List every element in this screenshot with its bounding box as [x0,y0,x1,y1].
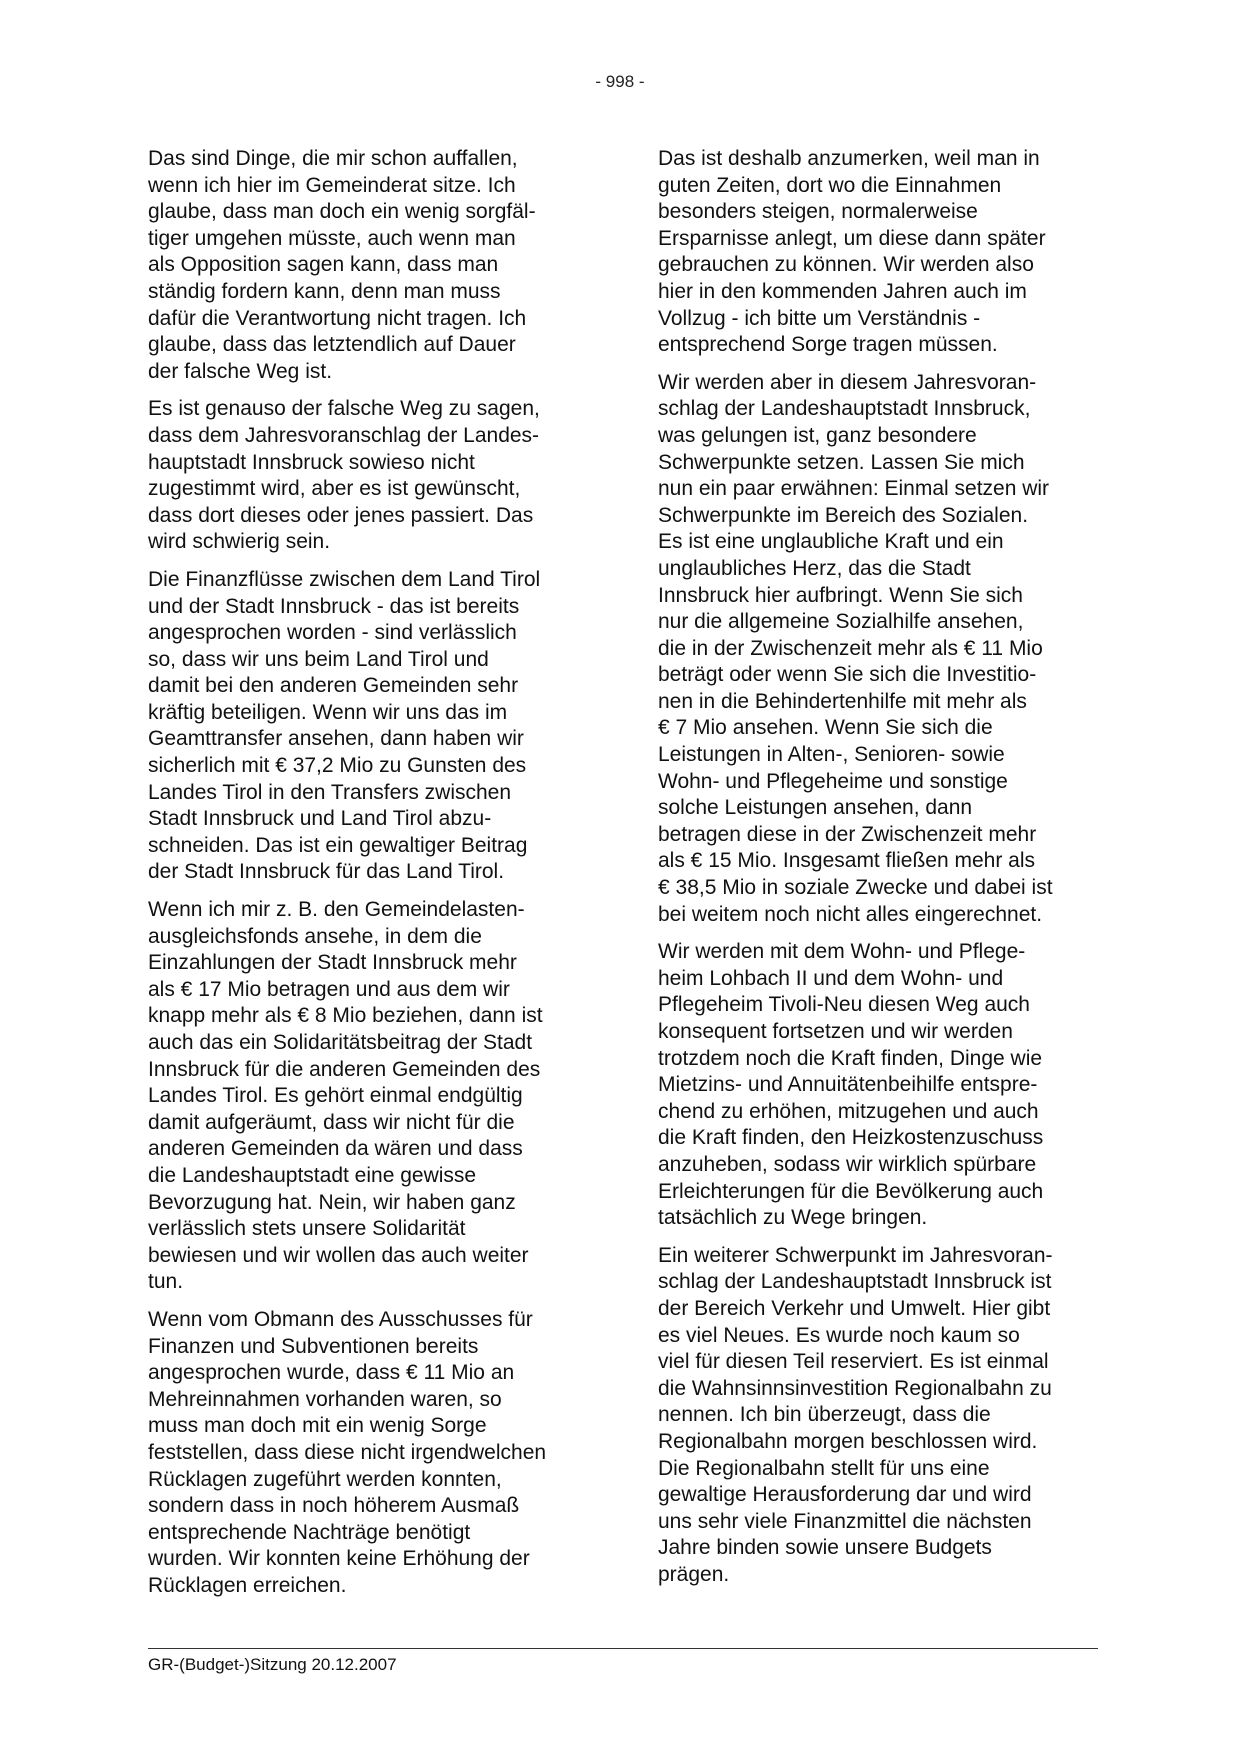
page-number: - 998 - [595,72,645,91]
right-column [658,146,1098,1599]
paragraph: Ein weiterer Schwerpunkt im Jahresvoran- schlag der Landeshauptstadt Innsbruck ist der Bereich Verkehr und Umwelt. Hier gibt es viel Neues. Es wurde noch kaum so viel für diesen Teil reserviert. Es ist einmal die Wahnsinnsinvestition Regionalbahn zu nennen. Ich bin überzeugt, dass die Regionalbahn morgen beschlossen wird. Die Regionalbahn stellt für uns eine gewaltige Herausforderung dar und wird uns sehr viele Finanzmittel die nächsten Jahre binden sowie unsere Budgets prägen. [658,1243,1053,1586]
paragraph: Es ist genauso der falsche Weg zu sagen, dass dem Jahresvoranschlag der Landes- hauptstadt Innsbruck sowieso nicht zugestimmt wird, aber es ist gewünscht, dass dort dieses oder jenes passiert. Das wird schwierig sein. [148,397,540,554]
footer-session-label: GR-(Budget-)Sitzung 20.12.2007 [148,1655,397,1674]
paragraph: Die Finanzflüsse zwischen dem Land Tirol und der Stadt Innsbruck - das ist bereits angesprochen worden - sind verlässlich so, dass wir uns beim Land Tirol und damit bei den anderen Gemeinden sehr kräftig beteiligen. Wenn wir uns das im Geamttransfer ansehen, dann haben wir sicherlich mit € 37,2 Mio zu Gunsten des Landes Tirol in den Transfers zwischen Stadt Innsbruck und Land Tirol abzu- schneiden. Das ist ein gewaltiger Beitrag der Stadt Innsbruck für das Land Tirol. [148,567,541,884]
left-column [148,146,586,1610]
paragraph: Wir werden aber in diesem Jahresvoran- schlag der Landeshauptstadt Innsbruck, was gelungen ist, ganz besondere Schwerpunkte setzen. Lassen Sie mich nun ein paar erwähnen: Einmal setzen wir Schwerpunkte im Bereich des Sozialen. Es ist eine unglaubliche Kraft und ein unglaubliches Herz, das die Stadt Innsbruck hier aufbringt. Wenn Sie sich nur die allgemeine Sozialhilfe ansehen, die in der Zwischenzeit mehr als € 11 Mio beträgt oder wenn Sie sich die Investitio- nen in die Behindertenhilfe mit mehr als € 7 Mio ansehen. Wenn Sie sich die Leistungen in Alten-, Senioren- sowie Wohn- und Pflegeheime und sonstige solche Leistungen ansehen, dann betragen diese in der Zwischenzeit mehr als € 15 Mio. Insgesamt fließen mehr als € 38,5 Mio in soziale Zwecke und dabei ist bei weitem noch nicht alles eingerechnet. [658,370,1053,926]
paragraph: Das ist deshalb anzumerken, weil man in guten Zeiten, dort wo die Einnahmen besonders steigen, normalerweise Ersparnisse anlegt, um diese dann später gebrauchen zu können. Wir werden also hier in den kommenden Jahren auch im Vollzug - ich bitte um Verständnis - entsprechend Sorge tragen müssen. [658,147,1046,357]
paragraph: Wenn vom Obmann des Ausschusses für Finanzen und Subventionen bereits angesprochen wurde, dass € 11 Mio an Mehreinnahmen vorhanden waren, so muss man doch mit ein wenig Sorge feststellen, dass diese nicht irgendwelchen Rücklagen zugeführt werden konnten, sondern dass in noch höherem Ausmaß entsprechende Nachträge benötigt wurden. Wir konnten keine Erhöhung der Rücklagen erreichen. [148,1307,547,1597]
paragraph: Wenn ich mir z. B. den Gemeindelasten- ausgleichsfonds ansehe, in dem die Einzahlungen der Stadt Innsbruck mehr als € 17 Mio betragen und aus dem wir knapp mehr als € 8 Mio beziehen, dann ist auch das ein Solidaritätsbeitrag der Stadt Innsbruck für die anderen Gemeinden des Landes Tirol. Es gehört einmal endgültig damit aufgeräumt, dass wir nicht für die anderen Gemeinden da wären und dass die Landeshauptstadt eine gewisse Bevorzugung hat. Nein, wir haben ganz verlässlich stets unsere Solidarität bewiesen und wir wollen das auch weiter tun. [148,898,543,1294]
paragraph: Das sind Dinge, die mir schon auffallen, wenn ich hier im Gemeinderat sitze. Ich glaube, dass man doch ein wenig sorgfäl- tiger umgehen müsste, auch wenn man als Opposition sagen kann, dass man ständig fordern kann, denn man muss dafür die Verantwortung nicht tragen. Ich glaube, dass das letztendlich auf Dauer der falsche Weg ist. [148,147,536,383]
footer-divider [148,1648,1098,1649]
paragraph: Wir werden mit dem Wohn- und Pflege- heim Lohbach II und dem Wohn- und Pflegeheim Tivoli-Neu diesen Weg auch konsequent fortsetzen und wir werden trotzdem noch die Kraft finden, Dinge wie Mietzins- und Annuitätenbeihilfe entspre- chend zu erhöhen, mitzugehen und auch die Kraft finden, den Heizkostenzuschuss anzuheben, sodass wir wirklich spürbare Erleichterungen für die Bevölkerung auch tatsächlich zu Wege bringen. [658,940,1044,1230]
